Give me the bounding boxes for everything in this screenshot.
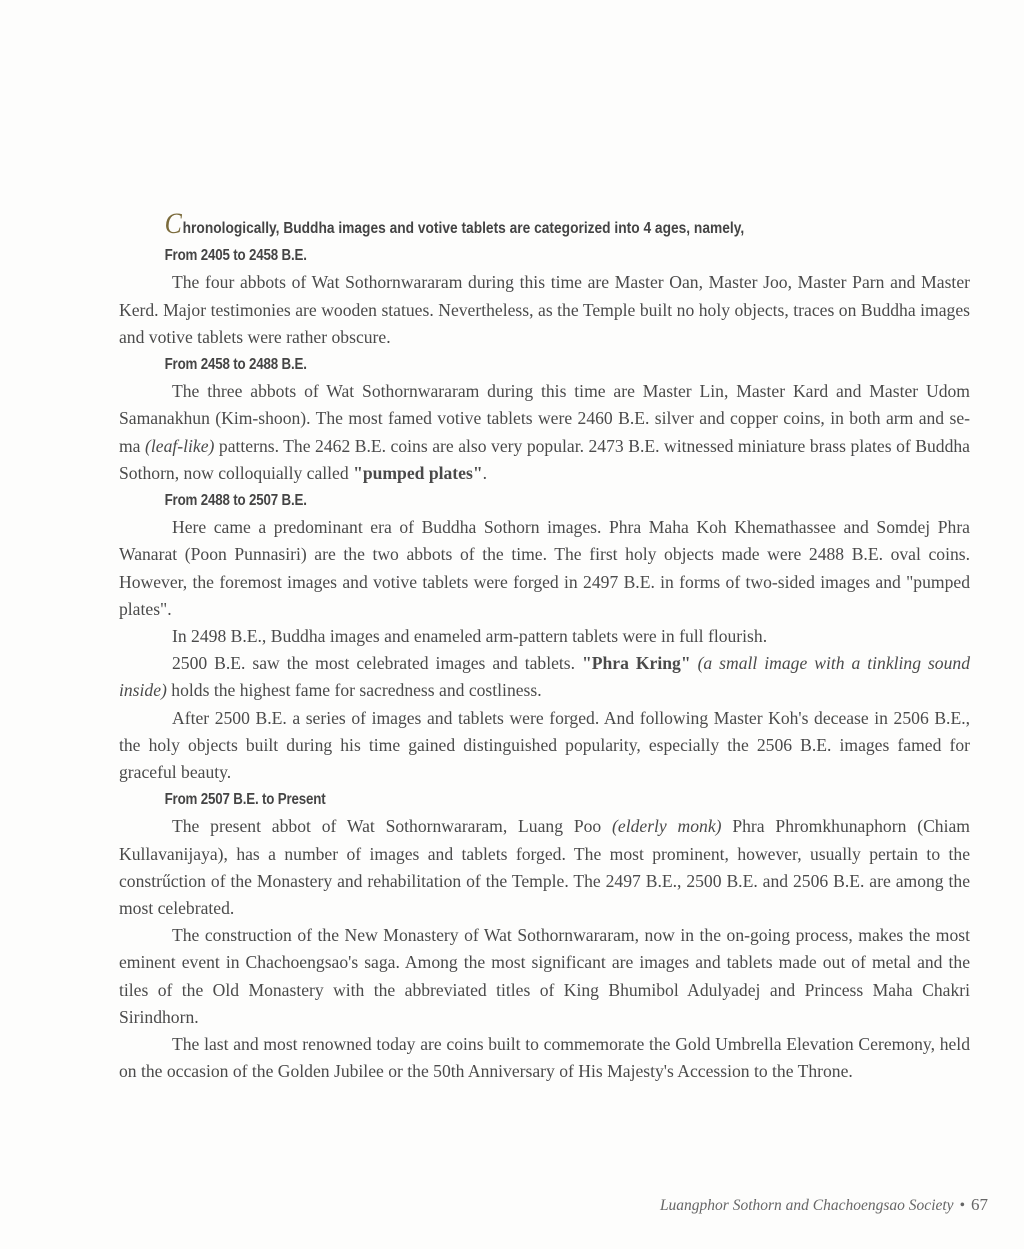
- section-heading: From 2405 to 2458 B.E.: [164, 247, 307, 265]
- bold-term: "Phra Kring": [582, 653, 691, 674]
- text-run: holds the highest fame for sacredness and costliness.: [166, 680, 542, 701]
- paragraph: In 2498 B.E., Buddha images and enameled arm-pattern tablets were in full flourish.: [172, 626, 768, 647]
- italic-gloss: (a small image with a tinkling sound inside): [119, 653, 970, 701]
- intro-heading: [119, 207, 851, 242]
- text-run: The present abbot of Wat Sothornwararam, Luang Poo: [172, 816, 613, 837]
- running-title: Luangphor Sothorn and Chachoengsao Society: [659, 1197, 954, 1214]
- separator-bullet: •: [959, 1197, 965, 1214]
- italic-gloss: (elderly monk): [612, 816, 722, 837]
- paragraph: [119, 378, 970, 487]
- section-heading: From 2488 to 2507 B.E.: [164, 492, 307, 510]
- page-body: [119, 207, 970, 1086]
- italic-gloss: (leaf-like): [145, 435, 215, 456]
- paragraph: The construction of the New Monastery of Wat Sothornwararam, now in the on-going process, makes the most eminent event in Chachoengsao's saga. Among the most significant are images and tablets made out of metal and the tiles of the Old Monastery with the abbreviated titles of King Bhumibol Adulyadej and Princess Maha Chakri Sirindhorn.: [119, 925, 970, 1027]
- paragraph: The four abbots of Wat Sothornwararam during this time are Master Oan, Master Joo, Master Parn and Master Kerd. Major testimonies are wooden statues. Nevertheless, as the Temple built no holy objects, traces on Buddha images and votive tablets were rather obscure.: [119, 272, 970, 347]
- paragraph: [119, 813, 970, 922]
- paragraph: [119, 650, 970, 704]
- drop-cap: C: [164, 207, 182, 240]
- text-run: .: [482, 462, 487, 483]
- section-heading: From 2458 to 2488 B.E.: [164, 356, 307, 374]
- paragraph: Here came a predominant era of Buddha Sothorn images. Phra Maha Koh Khemathassee and Somdej Phra Wanarat (Poon Punnasiri) are the two abbots of the time. The first holy objects made were 2488 B.E. oval coins. However, the foremost images and votive tablets were forged in 2497 B.E. in forms of two-sided images and "pumped plates".: [119, 517, 970, 619]
- intro-text: hronologically, Buddha images and votive tablets are categorized into 4 ages, namely,: [182, 220, 745, 237]
- page-number: 67: [971, 1195, 988, 1214]
- text-run: The three abbots of Wat Sothornwararam during this time are Master Lin, Master Kard and Master Udom Samanakhun (Kim-shoon). The most famed votive tablets were 2460 B.E. silver and copper coins, in both arm and se-ma: [119, 381, 970, 456]
- text-run: 2500 B.E. saw the most celebrated images and tablets.: [172, 653, 582, 674]
- text-run: patterns. The 2462 B.E. coins are also very popular. 2473 B.E. witnessed miniature brass plates of Buddha Sothorn, now colloquially called: [119, 435, 970, 483]
- paragraph: After 2500 B.E. a series of images and tablets were forged. And following Master Koh's decease in 2506 B.E., the holy objects built during his time gained distinguished popularity, especially the 2506 B.E. images famed for graceful beauty.: [119, 707, 970, 783]
- bold-term: "pumped plates": [353, 462, 483, 483]
- paragraph: The last and most renowned today are coins built to commemorate the Gold Umbrella Elevation Ceremony, held on the occasion of the Golden Jubilee or the 50th Anniversary of His Majesty's Accession to the Throne.: [119, 1034, 970, 1082]
- text-run: Phra Phromkhunaphorn (Chiam Kullavanijaya), has a number of images and tablets forged. The most prominent, however, usually pertain to the constrűction of the Monastery and rehabilitation of the Temple. The 2497 B.E., 2500 B.E. and 2506 B.E. are among the most celebrated.: [119, 816, 970, 919]
- section-heading: From 2507 B.E. to Present: [164, 791, 326, 809]
- page-footer: [660, 1195, 988, 1215]
